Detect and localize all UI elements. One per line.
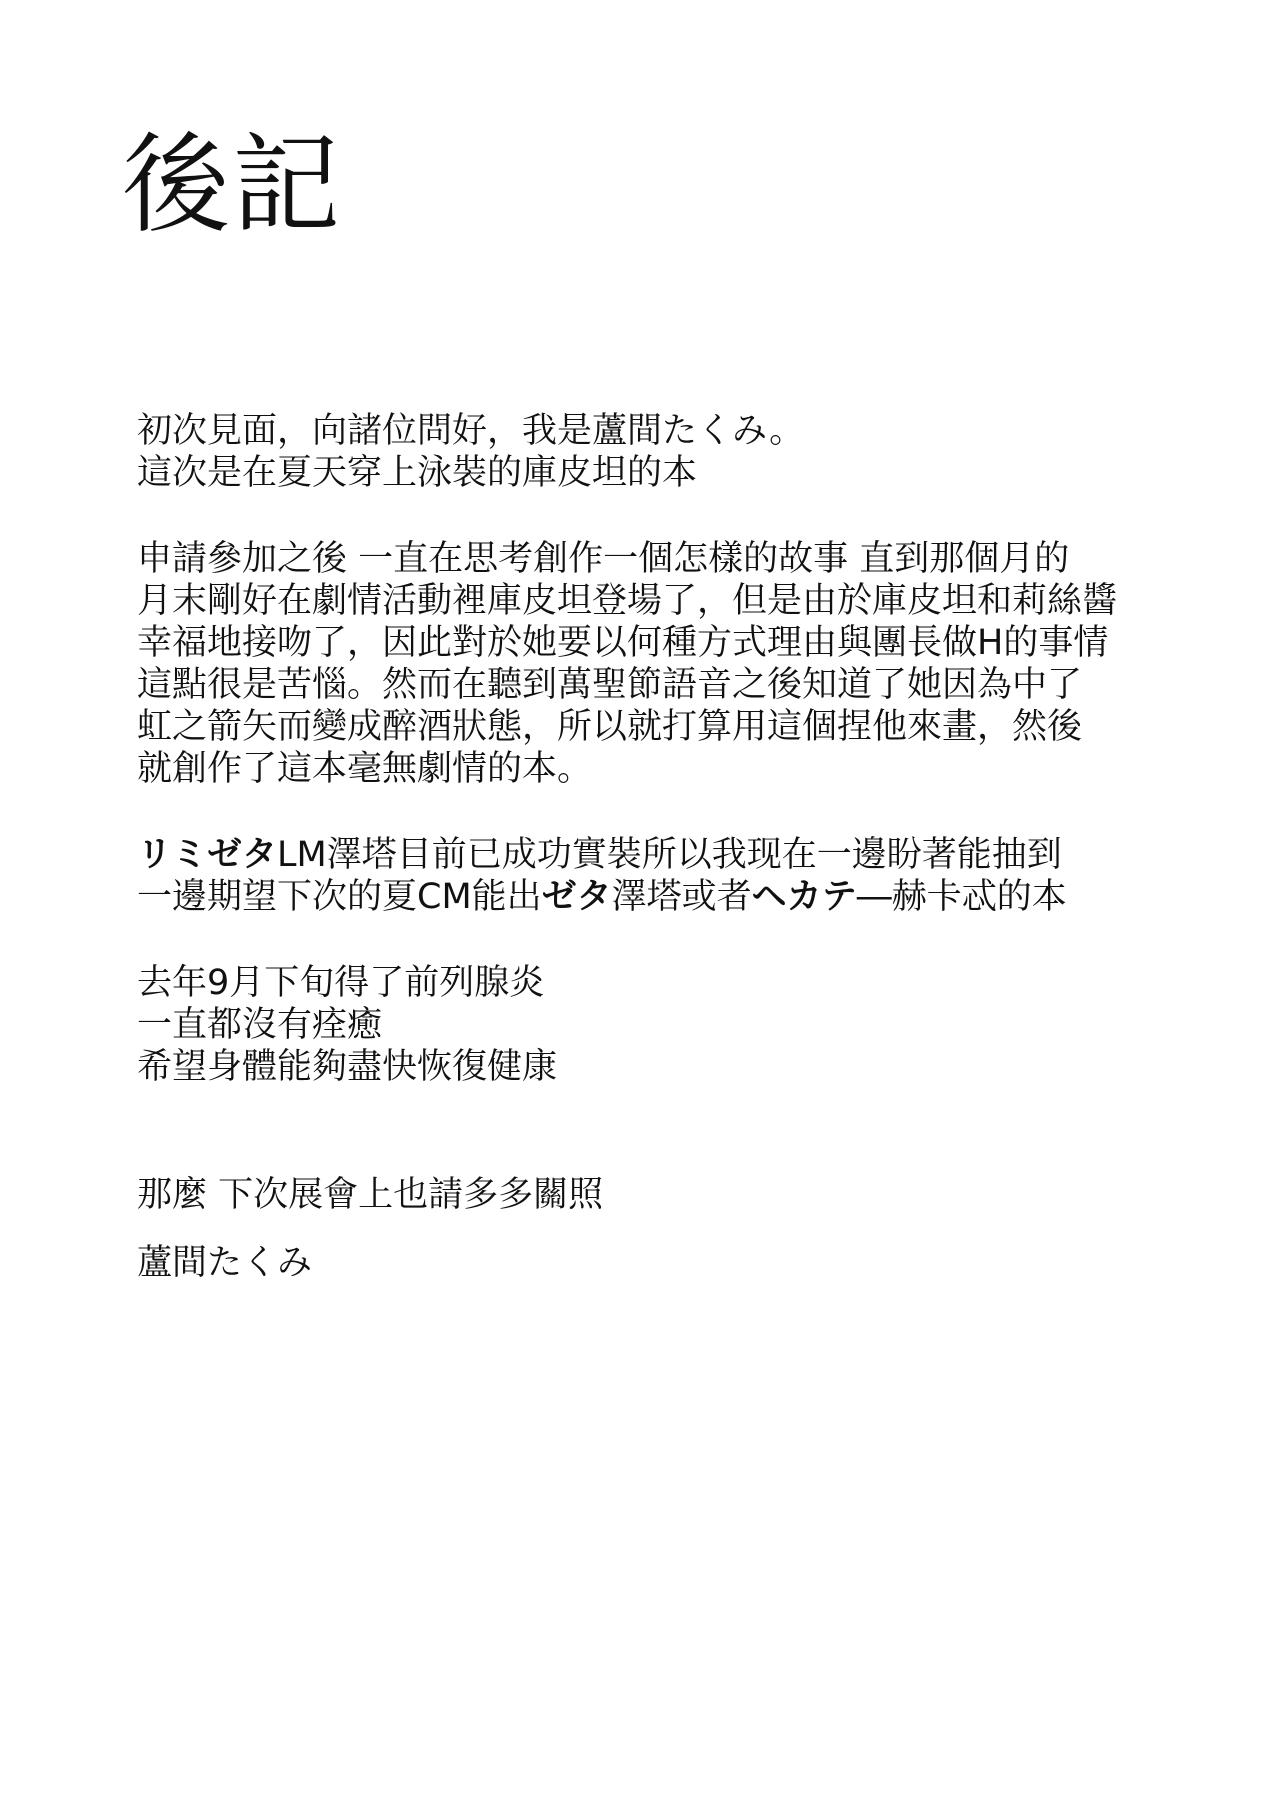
page-title: 後記 [122, 123, 343, 248]
health-paragraph [137, 962, 1177, 1088]
text-line: 去年9月下旬得了前列腺炎 [137, 963, 545, 1003]
plain-text: 一邊期望下次的夏CM能出 [137, 877, 542, 917]
text-line: 申請參加之後 一直在思考創作一個怎樣的故事 直到那個月的 [137, 539, 1070, 579]
bold-text: リミゼタ [137, 835, 278, 875]
text-line: 月末剛好在劇情活動裡庫皮坦登場了，但是由於庫皮坦和莉絲醬 [137, 581, 1118, 621]
text-line: 初次見面，向諸位問好，我是蘆間たくみ。 [137, 411, 805, 451]
wishes-paragraph [137, 834, 1177, 918]
closing-paragraph [137, 1174, 1177, 1216]
text-line: 一直都沒有痊癒 [137, 1005, 383, 1045]
text-line: 幸福地接吻了，因此對於她要以何種方式理由與團長做H的事情 [137, 623, 1109, 663]
afterword-body [137, 410, 1177, 1284]
greeting-paragraph [137, 410, 1177, 494]
text-line: 這次是在夏天穿上泳裝的庫皮坦的本 [137, 453, 698, 493]
text-line [137, 876, 1177, 918]
text-line: 虹之箭矢而變成醉酒狀態，所以就打算用這個捏他來畫，然後 [137, 707, 1083, 747]
text-line: 就創作了這本毫無劇情的本。 [137, 749, 593, 789]
text-line [137, 834, 1177, 876]
signature-paragraph [137, 1242, 1177, 1284]
closing-line: 那麼 下次展會上也請多多關照 [137, 1175, 604, 1215]
bold-text: ヘカテ [751, 877, 857, 917]
text-line: 這點很是苦惱。然而在聽到萬聖節語音之後知道了她因為中了 [137, 665, 1083, 705]
plain-text: ―赫卡忒的本 [856, 877, 1067, 917]
text-line: 希望身體能夠盡快恢復健康 [137, 1047, 558, 1087]
plain-text: LM澤塔目前已成功實裝所以我现在一邊盼著能抽到 [277, 835, 1062, 875]
plain-text: 澤塔或者 [611, 877, 752, 917]
story-paragraph [137, 538, 1177, 790]
bold-text: ゼタ [541, 877, 612, 917]
author-signature: 蘆間たくみ [137, 1243, 313, 1283]
